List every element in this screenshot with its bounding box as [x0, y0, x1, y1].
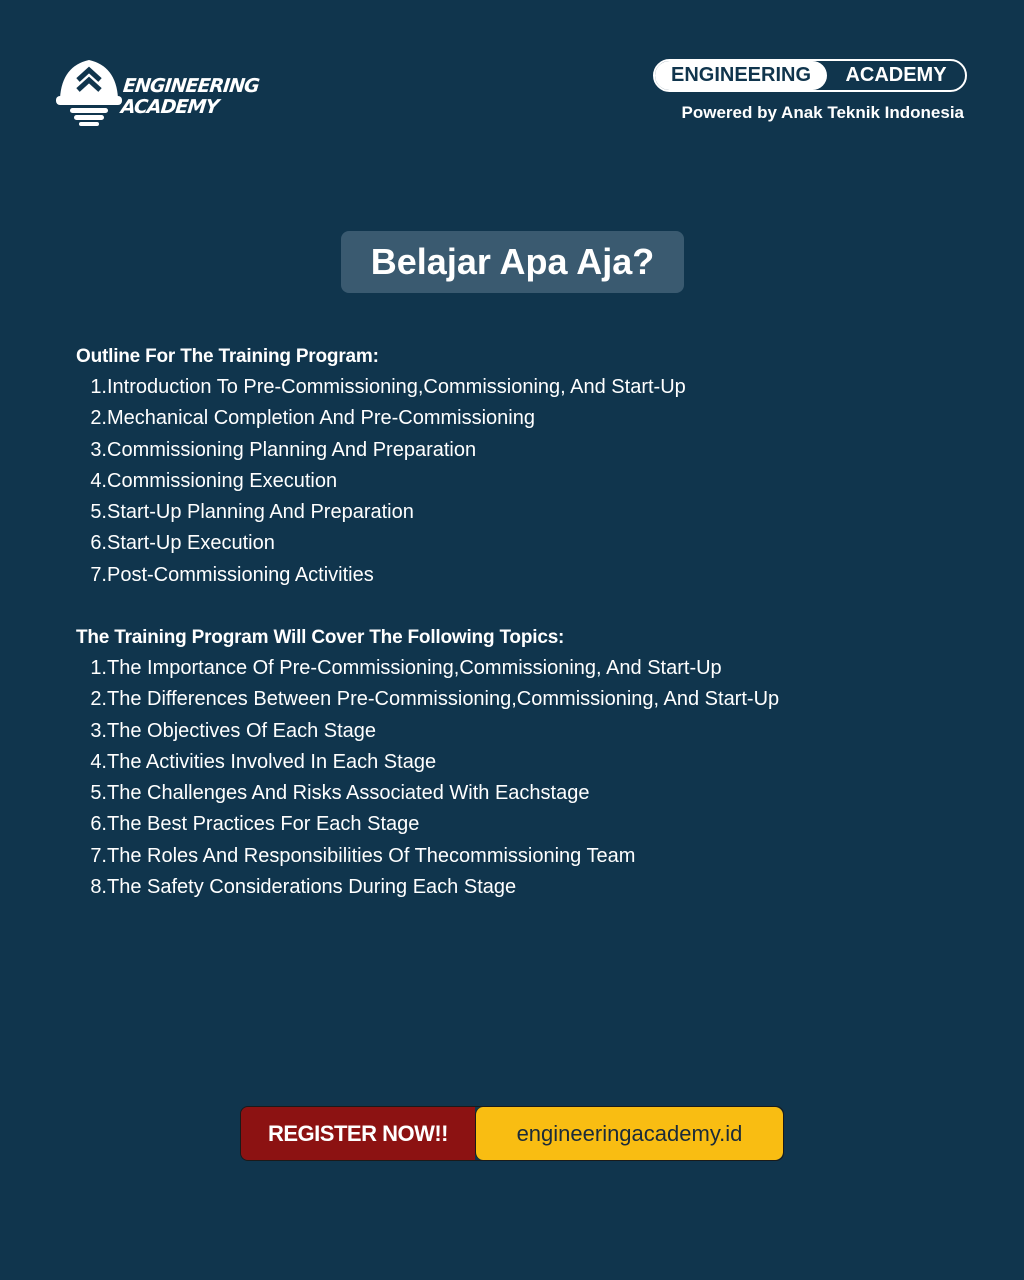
- list-text: The Roles And Responsibilities Of Thecommissioning Team: [107, 844, 636, 867]
- list-number: 4.: [90, 750, 107, 773]
- list-item: [76, 372, 686, 403]
- list-text: The Safety Considerations During Each Stage: [107, 876, 517, 899]
- engineering-academy-logo: [56, 56, 260, 128]
- list-item: [76, 747, 779, 778]
- list-number: 5.: [90, 501, 107, 524]
- list-text: The Objectives Of Each Stage: [107, 719, 377, 742]
- list-number: 7.: [90, 844, 107, 867]
- list-number: 6.: [90, 813, 107, 836]
- topics-section: [76, 622, 779, 903]
- list-item: [76, 684, 779, 715]
- logo-wordmark: [120, 76, 260, 118]
- logo-line-1: ENGINEERING: [122, 75, 260, 97]
- list-text: Start-Up Execution: [107, 532, 275, 555]
- list-text: Start-Up Planning And Preparation: [107, 501, 414, 524]
- outline-heading: Outline For The Training Program:: [76, 346, 379, 367]
- register-bar: [240, 1106, 784, 1161]
- list-number: 7.: [90, 563, 107, 586]
- page-title: Belajar Apa Aja?: [370, 241, 655, 282]
- list-item: [76, 497, 686, 528]
- list-item: [76, 778, 779, 809]
- list-text: The Importance Of Pre-Commissioning,Commissioning, And Start-Up: [107, 657, 722, 679]
- list-text: Mechanical Completion And Pre-Commissioning: [107, 407, 535, 430]
- list-text: Post-Commissioning Activities: [107, 563, 374, 586]
- list-item: [76, 435, 686, 466]
- list-text: The Best Practices For Each Stage: [107, 813, 420, 836]
- outline-section: [76, 341, 686, 591]
- topics-list: [76, 653, 779, 903]
- list-number: 4.: [90, 469, 107, 492]
- register-now-button[interactable]: REGISTER NOW!!: [241, 1107, 475, 1160]
- list-item: [76, 403, 686, 434]
- title-box: [341, 231, 684, 293]
- list-number: 2.: [90, 688, 107, 711]
- list-text: The Challenges And Risks Associated With Eachstage: [107, 782, 590, 805]
- list-item: [76, 809, 779, 840]
- list-item: [76, 466, 686, 497]
- list-number: 8.: [90, 876, 107, 899]
- brand-pill-left: ENGINEERING: [655, 61, 827, 90]
- list-text: The Activities Involved In Each Stage: [107, 750, 437, 773]
- topics-heading: The Training Program Will Cover The Following Topics:: [76, 627, 565, 648]
- list-item: [76, 841, 779, 872]
- brand-pill: [653, 59, 967, 92]
- list-number: 1.: [90, 657, 107, 679]
- list-text: Commissioning Planning And Preparation: [107, 438, 477, 461]
- list-text: Commissioning Execution: [107, 469, 338, 492]
- list-number: 2.: [90, 407, 107, 430]
- powered-by-text: Powered by Anak Teknik Indonesia: [681, 103, 964, 122]
- list-text: Introduction To Pre-Commissioning,Commissioning, And Start-Up: [107, 376, 686, 398]
- list-item: [76, 653, 779, 684]
- list-number: 5.: [90, 782, 107, 805]
- list-number: 3.: [90, 438, 107, 461]
- list-item: [76, 560, 686, 591]
- brand-pill-right: ACADEMY: [845, 64, 947, 86]
- helmet-icon: [56, 56, 122, 126]
- list-item: [76, 872, 779, 903]
- outline-list: [76, 372, 686, 591]
- register-url-link[interactable]: engineeringacademy.id: [475, 1107, 783, 1160]
- list-number: 6.: [90, 532, 107, 555]
- logo-line-2: ACADEMY: [119, 96, 220, 118]
- list-number: 1.: [90, 376, 107, 398]
- list-item: [76, 528, 686, 559]
- list-text: The Differences Between Pre-Commissioning,Commissioning, And Start-Up: [107, 688, 780, 711]
- list-number: 3.: [90, 719, 107, 742]
- list-item: [76, 716, 779, 747]
